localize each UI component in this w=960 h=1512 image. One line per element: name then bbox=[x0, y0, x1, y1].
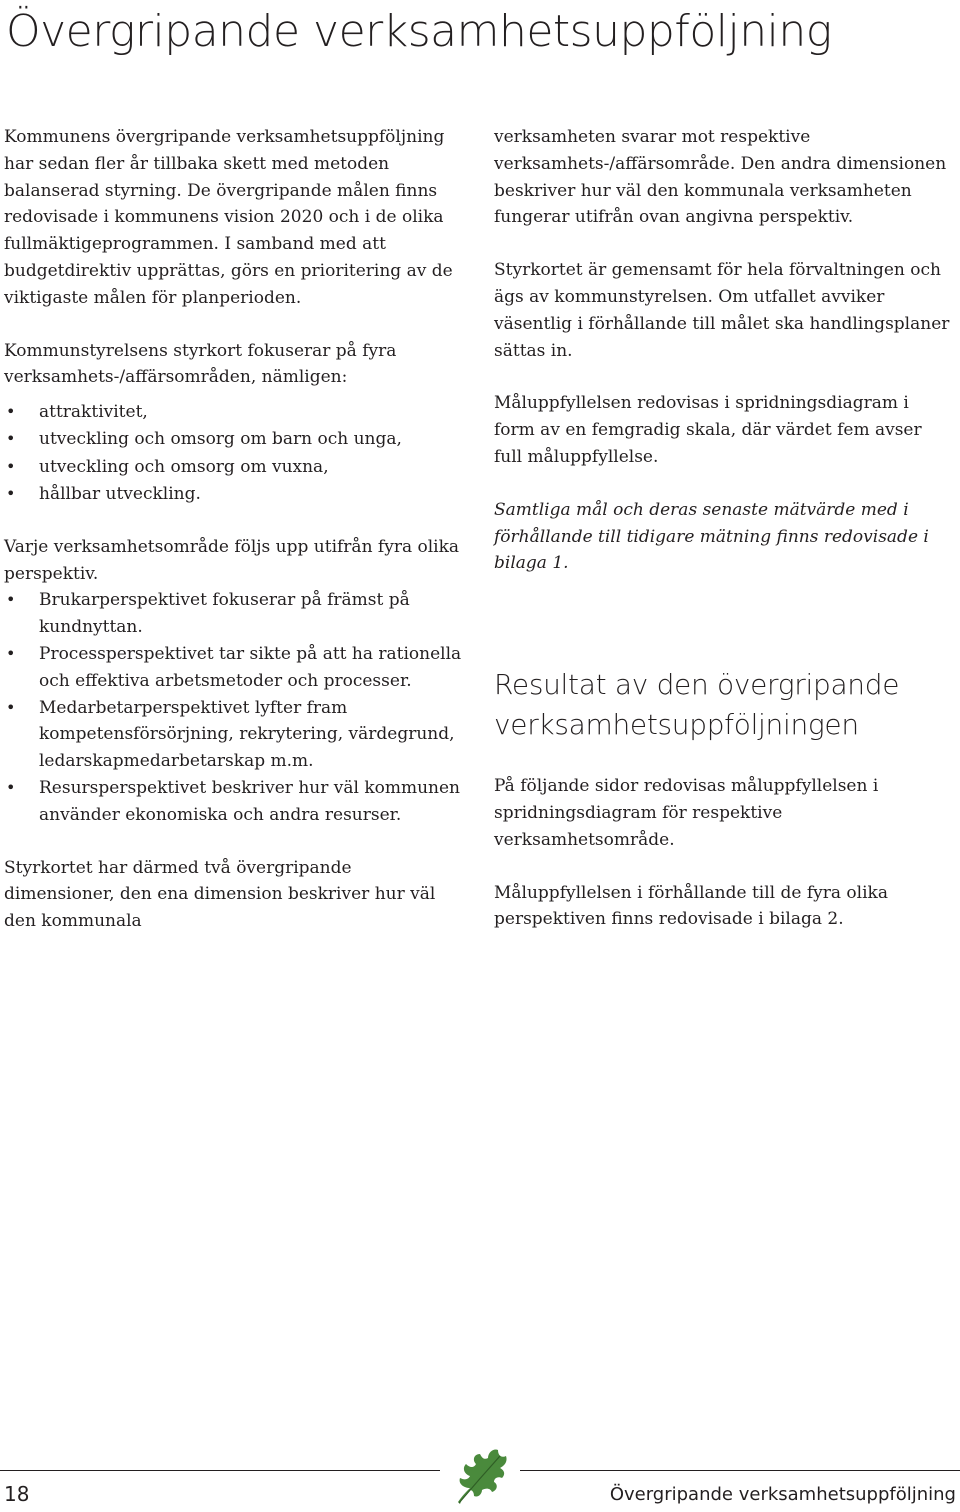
scorecard-paragraph: Kommunstyrelsens styrkort fokuserar på fyra verksamhets-/affärsområden, nämligen: bbox=[4, 340, 397, 388]
list-item: • Resursperspektivet beskriver hur väl kommunen använder ekonomiska och andra resurser. bbox=[4, 775, 466, 829]
list-item: • Brukarperspektivet fokuserar på främst på kundnyttan. bbox=[4, 587, 466, 641]
section-heading: Resultat av den övergripande verksamhetsuppföljningen bbox=[494, 668, 900, 742]
page-number: 18 bbox=[4, 1482, 30, 1506]
results-paragraph: På följande sidor redovisas måluppfyllelsen i spridningsdiagram för respektive verksamhetsområde. bbox=[494, 776, 879, 850]
left-column bbox=[4, 124, 466, 961]
list-item: • utveckling och omsorg om barn och unga, bbox=[4, 426, 466, 453]
list-item: • hållbar utveckling. bbox=[4, 481, 466, 508]
right-column bbox=[494, 124, 954, 959]
dimensions-paragraph: Styrkortet har därmed två övergripande dimensioner, den ena dimension beskriver hur väl den kommunala bbox=[4, 857, 436, 932]
perspectives-paragraph: Varje verksamhetsområde följs upp utifrån fyra olika perspektiv. bbox=[4, 536, 460, 584]
dimensions-continued-paragraph: verksamheten svarar mot respektive verksamhets-/affärsområde. Den andra dimensionen beskriver hur väl den kommunala verksamheten fungerar utifrån ovan angivna perspektiv. bbox=[494, 127, 947, 228]
scale-paragraph: Måluppfyllelsen redovisas i spridningsdiagram i form av en femgradig skala, där värdet fem avser full måluppfyllelse. bbox=[494, 393, 922, 467]
list-item: • utveckling och omsorg om vuxna, bbox=[4, 454, 466, 481]
oak-leaf-icon bbox=[448, 1440, 514, 1508]
page-title: Övergripande verksamhetsuppföljning bbox=[6, 6, 832, 57]
appendix-note: Samtliga mål och deras senaste mätvärde med i förhållande till tidigare mätning finns redovisade i bilaga 1. bbox=[494, 499, 929, 574]
ownership-paragraph: Styrkortet är gemensamt för hela förvaltningen och ägs av kommunstyrelsen. Om utfallet avviker väsentlig i förhållande till målet ska handlingsplaner sättas in. bbox=[494, 260, 950, 361]
footer-title: Övergripande verksamhetsuppföljning bbox=[609, 1484, 956, 1505]
footer-rule-right bbox=[520, 1470, 960, 1471]
perspectives-list bbox=[4, 587, 466, 828]
business-areas-list bbox=[4, 399, 466, 508]
list-item: • Medarbetarperspektivet lyfter fram kompetensförsörjning, rekrytering, värdegrund, ledarskapmedarbetarskap m.m. bbox=[4, 695, 466, 775]
footer-rule-left bbox=[0, 1470, 440, 1471]
perspectives-appendix-paragraph: Måluppfyllelsen i förhållande till de fyra olika perspektiven finns redovisade i bilaga 2. bbox=[494, 882, 888, 930]
list-item: • attraktivitet, bbox=[4, 399, 466, 426]
intro-paragraph: Kommunens övergripande verksamhetsuppföljning har sedan fler år tillbaka skett med metoden balanserad styrning. De övergripande målen finns redovisade i kommunens vision 2020 och i de olika fullmäktigeprogrammen. I samband med att budgetdirektiv upprättas, görs en prioritering av de viktigaste målen för planperioden. bbox=[4, 127, 453, 308]
list-item: • Processperspektivet tar sikte på att ha rationella och effektiva arbetsmetoder och processer. bbox=[4, 641, 466, 695]
